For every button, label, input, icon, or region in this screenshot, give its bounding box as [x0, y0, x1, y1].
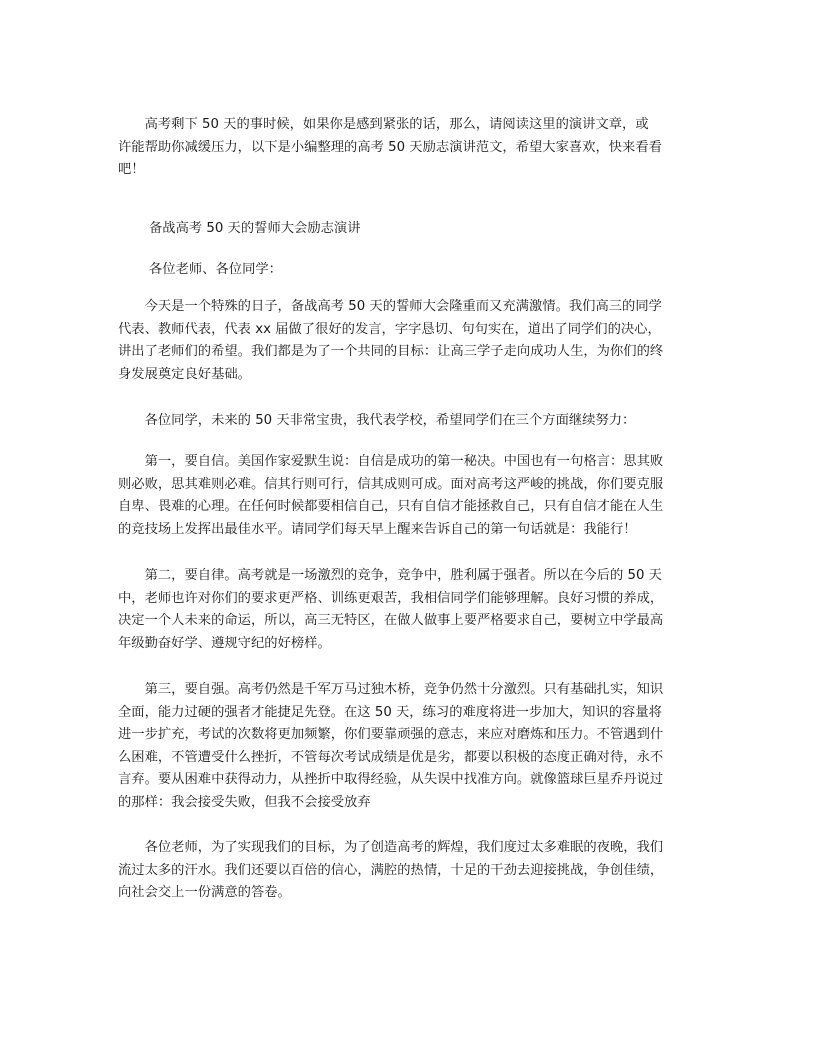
text-line: 言弃。要从困难中获得动力，从挫折中取得经验，从失误中找准方向。就像篮球巨星乔丹说过 [118, 772, 664, 788]
paragraph-self-strength [118, 679, 696, 815]
text-line: 代表、教师代表，代表 xx 届做了很好的发言，字字恳切、句句实在，道出了同学们的决心， [118, 321, 661, 337]
paragraph-opening [118, 296, 696, 386]
text-line: 第二，要自律。高考就是一场激烈的竞争，竞争中，胜利属于强者。所以在今后的 50 天 [118, 568, 662, 583]
text-line: 身发展奠定良好基础。 [118, 366, 251, 382]
paragraph-self-confidence [118, 451, 696, 541]
text-line: 讲出了老师们的希望。我们都是为了一个共同的目标：让高三学子走向成功人生，为你们的终 [118, 344, 664, 360]
text-line: 全面，能力过硬的强者才能捷足先登。在这 50 天，练习的难度将进一步加大，知识的容量将 [118, 704, 662, 720]
text-line: 第一，要自信。美国作家爱默生说：自信是成功的第一秘决。中国也有一句格言：思其败 [118, 454, 664, 469]
text-line: 各位老师，为了实现我们的目标，为了创造高考的辉煌，我们度过太多难眠的夜晚，我们 [118, 840, 664, 855]
paragraph-three-aspects [118, 410, 696, 433]
greeting: 各位老师、各位同学： [149, 262, 282, 277]
text-line: 自卑、畏难的心理。在任何时候都要相信自己，只有自信才能拯救自己，只有自信才能在人生 [118, 499, 664, 515]
text-line: 年级勤奋好学、遵规守纪的好榜样。 [118, 635, 331, 651]
text-line: 流过太多的汗水。我们还要以百倍的信心，满腔的热情，十足的干劲去迎接挑战，争创佳绩， [118, 862, 664, 878]
speech-title: 备战高考 50 天的誓师大会励志演讲 [149, 221, 361, 236]
text-line: 的竞技场上发挥出最佳水平。请同学们每天早上醒来告诉自己的第一句话就是：我能行！ [118, 521, 637, 537]
text-line: 的那样：我会接受失败，但我不会接受放弃 [118, 794, 371, 810]
paragraph-closing [118, 837, 696, 905]
text-line: 则必败，思其难则必难。信其行则可行，信其成则可成。面对高考这严峻的挑战，你们要克服 [118, 476, 664, 492]
text-line: 么困难，不管遭受什么挫折，不管每次考试成绩是优是劣，都要以积极的态度正确对待，永不 [118, 749, 664, 765]
text-line: 向社会交上一份满意的答卷。 [118, 885, 291, 901]
text-line: 今天是一个特殊的日子，备战高考 50 天的誓师大会隆重而又充满激情。我们高三的同学 [118, 299, 662, 314]
text-line: 中，老师也许对你们的要求更严格、训练更艰苦，我相信同学们能够理解。良好习惯的养成， [118, 590, 664, 606]
intro-paragraph [118, 114, 696, 182]
text-line: 进一步扩充，考试的次数将更加频繁，你们要靠顽强的意志，来应对磨炼和压力。不管遇到什 [118, 727, 664, 743]
paragraph-self-discipline [118, 565, 696, 655]
text-line: 各位同学，未来的 50 天非常宝贵，我代表学校，希望同学们在三个方面继续努力： [118, 413, 636, 428]
text-line: 决定一个人未来的命运，所以，高三无特区，在做人做事上要严格要求自己，要树立中学最高 [118, 613, 664, 629]
text-line: 吧！ [118, 162, 145, 178]
text-line: 高考剩下 50 天的事时候，如果你是感到紧张的话，那么，请阅读这里的演讲文章，或 [118, 117, 649, 132]
text-line: 第三，要自强。高考仍然是千军万马过独木桥，竞争仍然十分激烈。只有基础扎实，知识 [118, 682, 664, 697]
text-line: 许能帮助你减缓压力，以下是小编整理的高考 50 天励志演讲范文，希望大家喜欢，快来看看 [118, 139, 662, 155]
